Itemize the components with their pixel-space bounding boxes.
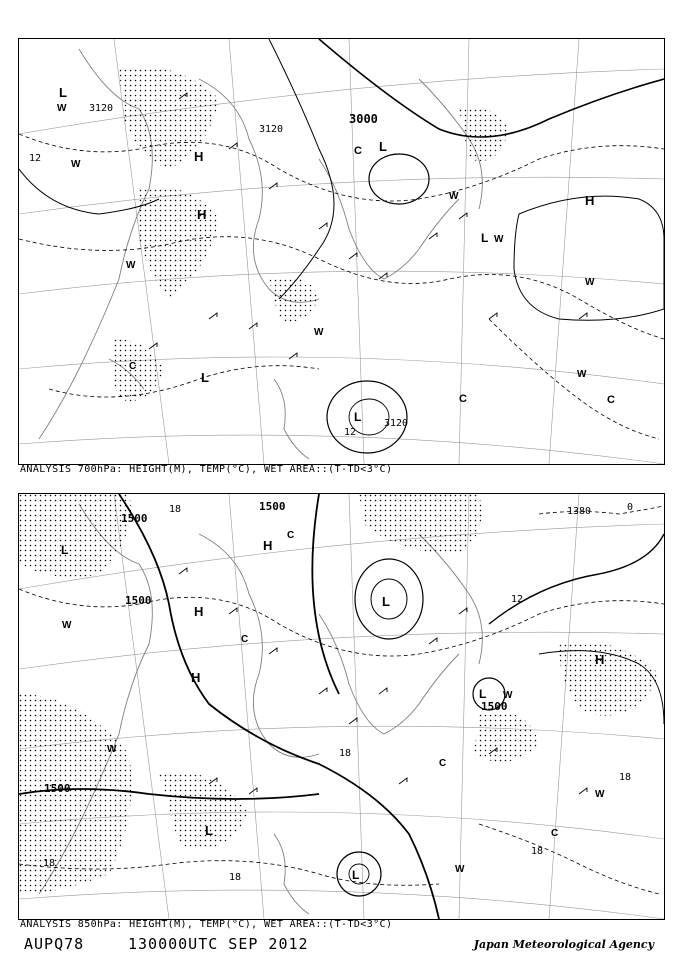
- system-marker: W: [57, 103, 67, 114]
- system-marker: L: [379, 139, 387, 154]
- contour-label: 1500: [125, 594, 152, 607]
- system-marker: C: [607, 394, 615, 406]
- contour-label: 18: [619, 772, 632, 783]
- system-marker: W: [503, 690, 513, 701]
- contour-label: 18: [43, 858, 56, 869]
- contour-label: 12: [344, 427, 357, 438]
- system-marker: H: [585, 193, 595, 208]
- chart-id: AUPQ78: [24, 935, 85, 953]
- caption-850hpa: ANALYSIS 850hPa: HEIGHT(M), TEMP(°C), WET AREA::(T-TD<3°C): [20, 919, 393, 930]
- system-marker: W: [494, 234, 504, 245]
- system-marker: L: [479, 687, 487, 701]
- contour-label: 1380: [567, 506, 592, 517]
- system-marker: H: [197, 207, 207, 222]
- contour-label: 3120: [259, 124, 284, 135]
- system-marker: L: [201, 370, 209, 385]
- system-marker: C: [287, 530, 295, 541]
- wet-area-700: [111, 67, 509, 401]
- map-850-svg: [19, 494, 664, 919]
- system-marker: W: [62, 620, 72, 631]
- contour-label: 12: [29, 153, 42, 164]
- system-marker: H: [595, 652, 605, 667]
- height-contours-700: [19, 39, 664, 453]
- contour-label: 18: [339, 748, 352, 759]
- system-marker: C: [439, 758, 447, 769]
- system-marker: H: [263, 538, 273, 553]
- system-marker: L: [61, 543, 69, 557]
- system-marker: H: [194, 604, 204, 619]
- contour-label: 1500: [44, 782, 71, 795]
- valid-time: 130000UTC SEP 2012: [128, 935, 309, 953]
- system-marker: W: [126, 260, 136, 271]
- contour-labels-700: [29, 103, 408, 438]
- system-marker: L: [354, 410, 362, 424]
- system-marker: C: [551, 828, 559, 839]
- agency-name: Japan Meteorological Agency: [473, 938, 654, 951]
- contour-label: 18: [531, 846, 544, 857]
- system-marker: H: [194, 149, 204, 164]
- system-marker: C: [459, 393, 467, 405]
- contour-label: 1500: [481, 700, 508, 713]
- system-marker: C: [354, 145, 362, 157]
- caption-700hpa: ANALYSIS 700hPa: HEIGHT(M), TEMP(°C), WET AREA::(T-TD<3°C): [20, 464, 393, 475]
- system-marker: H: [191, 670, 201, 685]
- system-marker: L: [205, 823, 213, 838]
- system-marker: W: [314, 327, 324, 338]
- system-marker: W: [71, 159, 81, 170]
- system-marker: C: [129, 361, 137, 372]
- contour-label: 1500: [121, 512, 148, 525]
- graticule-700: [19, 39, 664, 464]
- system-marker: L: [352, 868, 360, 882]
- pressure-systems-850: [61, 530, 605, 882]
- system-marker: W: [585, 277, 595, 288]
- system-marker: W: [577, 369, 587, 380]
- system-marker: L: [382, 594, 390, 609]
- system-marker: W: [107, 744, 117, 755]
- analysis-850hpa-map: [18, 493, 665, 920]
- map-700-svg: [19, 39, 664, 464]
- system-marker: L: [59, 85, 67, 100]
- contour-label: 0: [627, 502, 634, 513]
- system-marker: W: [449, 191, 459, 202]
- system-marker: W: [595, 789, 605, 800]
- contour-label: 1500: [259, 500, 286, 513]
- analysis-700hpa-map: [18, 38, 665, 465]
- contour-label: 18: [229, 872, 242, 883]
- contour-label: 18: [169, 504, 182, 515]
- contour-label: 3120: [384, 418, 409, 429]
- system-marker: L: [481, 231, 489, 245]
- contour-label: 3120: [89, 103, 114, 114]
- system-marker: C: [241, 634, 249, 645]
- system-marker: W: [455, 864, 465, 875]
- contour-label: 12: [511, 594, 524, 605]
- contour-label: 3000: [349, 112, 378, 126]
